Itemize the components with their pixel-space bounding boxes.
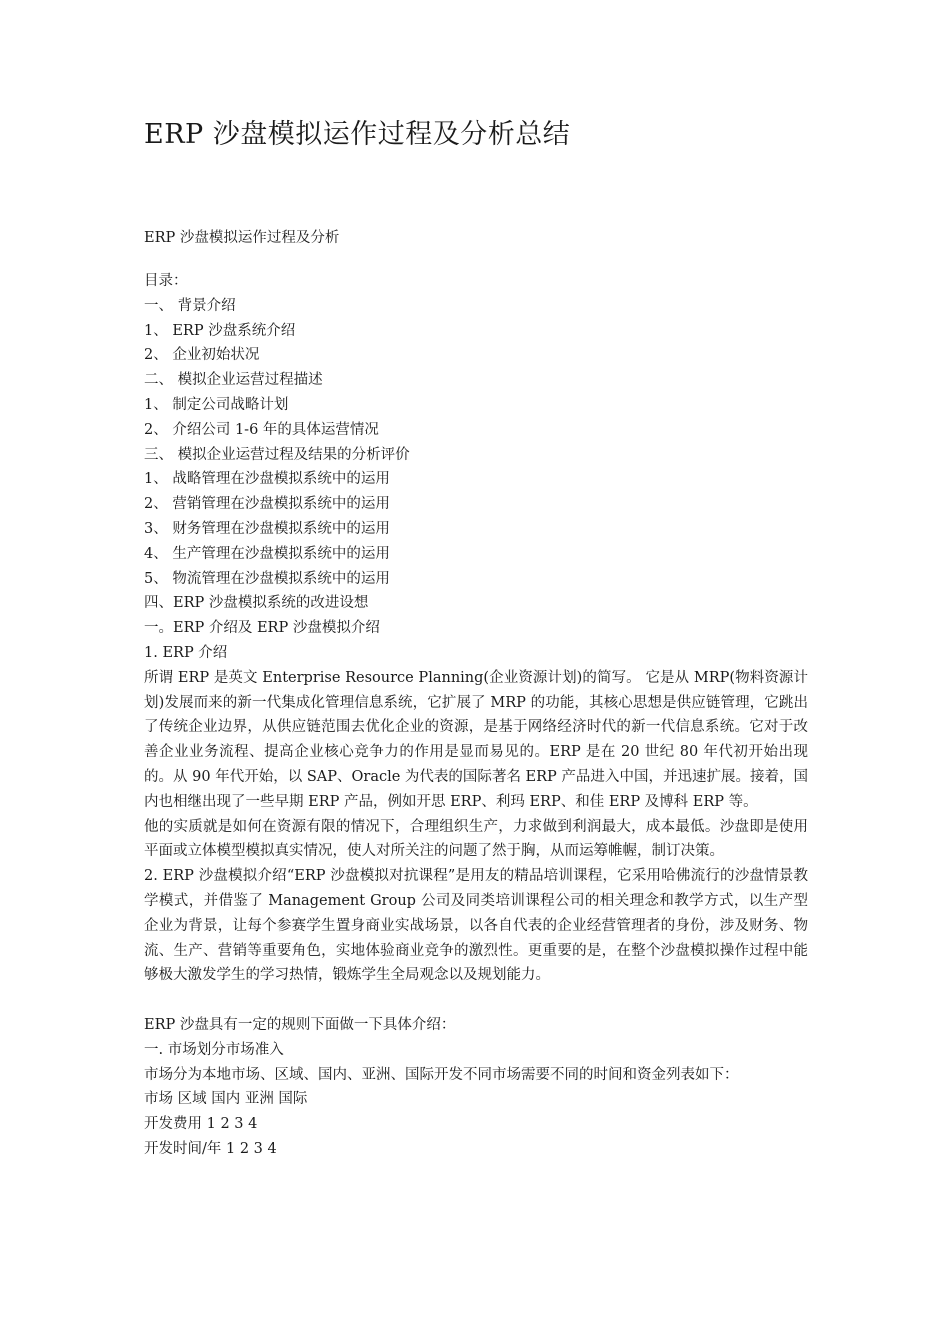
toc-item: 四、ERP 沙盘模拟系统的改进设想 <box>144 595 369 612</box>
rules-intro: ERP 沙盘具有一定的规则下面做一下具体介绍： <box>144 1016 456 1033</box>
toc-item: 2、 企业初始状况 <box>144 347 260 364</box>
toc-item: 一、 背景介绍 <box>144 297 236 314</box>
toc-item: 二、 模拟企业运营过程描述 <box>144 372 323 389</box>
table-row: 市场 区域 国内 亚洲 国际 <box>144 1091 308 1108</box>
toc-item: 5、 物流管理在沙盘模拟系统中的运用 <box>144 570 390 587</box>
toc-item: 2、 营销管理在沙盘模拟系统中的运用 <box>144 496 390 513</box>
rule-heading: 一. 市场划分市场准入 <box>144 1041 284 1058</box>
section-heading: 一。ERP 介绍及 ERP 沙盘模拟介绍 <box>144 620 380 637</box>
toc-item: 三、 模拟企业运营过程及结果的分析评价 <box>144 446 410 463</box>
paragraph-essence: 他的实质就是如何在资源有限的情况下，合理组织生产，力求做到利润最大，成本最低。沙盘即是使用平面或立体模型模拟真实情况，使人对所关注的问题了然于胸，从而运筹帷幄，制订决策。 <box>144 818 808 860</box>
toc-item: 3、 财务管理在沙盘模拟系统中的运用 <box>144 520 390 537</box>
table-row: 开发费用 1 2 3 4 <box>144 1116 258 1133</box>
subsection-heading: 1. ERP 介绍 <box>144 644 228 661</box>
document-subtitle: ERP 沙盘模拟运作过程及分析 <box>144 230 340 246</box>
toc-item: 1、 ERP 沙盘系统介绍 <box>144 322 296 339</box>
paragraph-sandtable-intro: 2. ERP 沙盘模拟介绍“ERP 沙盘模拟对抗课程”是用友的精品培训课程，它采用哈佛流行的沙盘情景教学模式，并借鉴了 Management Group 公司及同类培训课程公司的相关理念和教学方式，以生产型企业为背景，让每个参赛学生置身商业实战场景，以各自代表的企业经营管理者的身份，涉及财务、物流、生产、营销等重要角色，实地体验商业竞争的激烈性。更重要的是，在整个沙盘模拟操作过程中能够极大激发学生的学习热情，锻炼学生全局观念以及规划能力。 <box>144 868 808 984</box>
document-body <box>144 269 808 1162</box>
toc-item: 2、 介绍公司 1-6 年的具体运营情况 <box>144 421 379 438</box>
toc-item: 1、 战略管理在沙盘模拟系统中的运用 <box>144 471 390 488</box>
toc-heading: 目录： <box>144 273 188 289</box>
document-title: ERP 沙盘模拟运作过程及分析总结 <box>144 119 571 150</box>
toc-item: 4、 生产管理在沙盘模拟系统中的运用 <box>144 545 390 562</box>
blank-line <box>144 988 808 1013</box>
rule-text: 市场分为本地市场、区域、国内、亚洲、国际开发不同市场需要不同的时间和资金列表如下： <box>144 1066 739 1083</box>
paragraph-erp-intro: 所谓 ERP 是英文 Enterprise Resource Planning(企业资源计划)的简写。 它是从 MRP(物料资源计划)发展而来的新一代集成化管理信息系统，它扩展了 MRP 的功能，其核心思想是供应链管理，它跳出了传统企业边界，从供应链范围去优化企业的资源，是基于网络经济时代的新一代信息系统。它对于改善企业业务流程、提高企业核心竞争力的作用是显而易见的。ERP 是在 20 世纪 80 年代初开始出现的。从 90 年代开始，以 SAP、Oracle 为代表的国际著名 ERP 产品进入中国，并迅速扩展。接着，国内也相继出现了一些早期 ERP 产品，例如开思 ERP、利玛 ERP、和佳 ERP 及博科 ERP 等。 <box>144 669 808 810</box>
toc-item: 1、 制定公司战略计划 <box>144 396 289 413</box>
table-row: 开发时间/年 1 2 3 4 <box>144 1140 277 1157</box>
